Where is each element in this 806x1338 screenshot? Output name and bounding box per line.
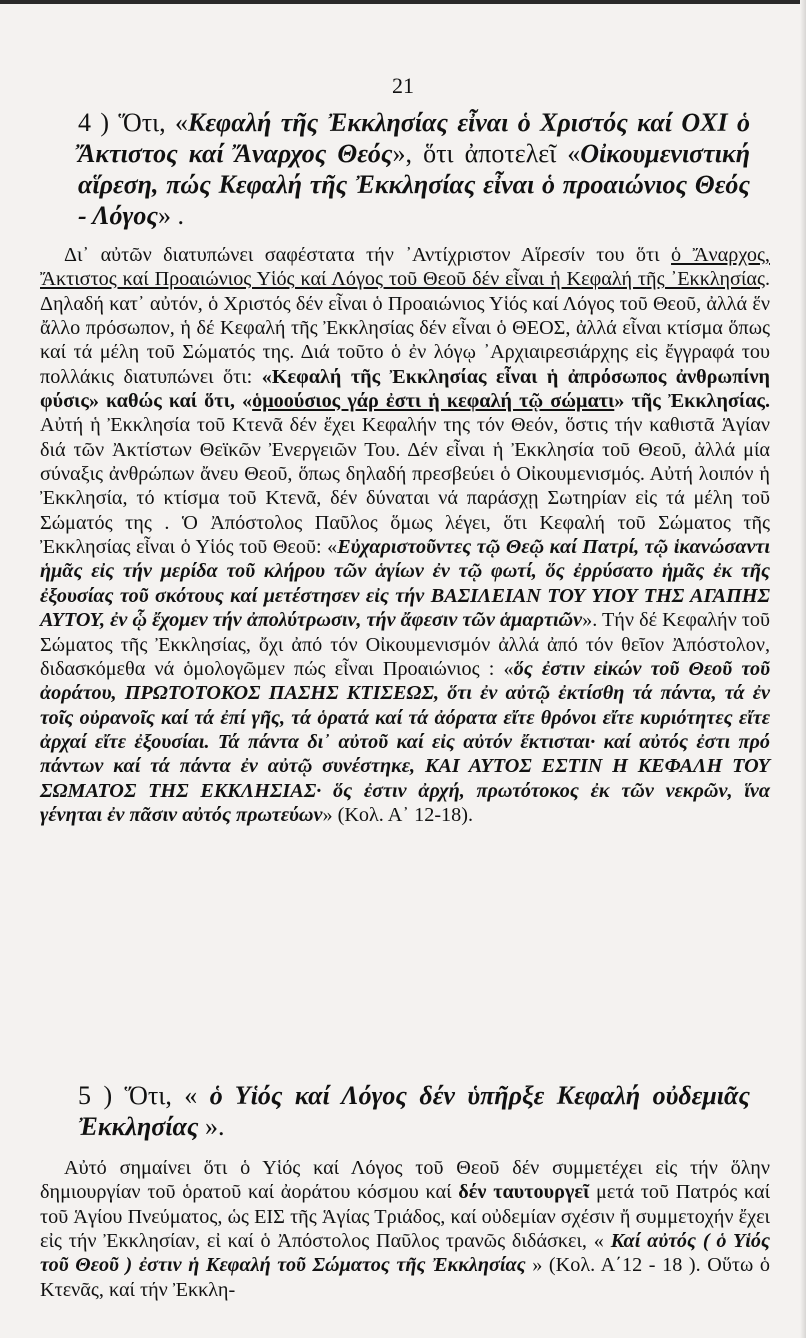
para-2-citation: » (Κολ. Α΄12 - 18 ). Οὕτω ὁ Κτενᾶς, καί τήν Ἐκκλη- [40,1254,770,1301]
para-2-bold-text: δέν ταυτουργεῖ [458,1181,590,1204]
page-number: 21 [392,73,414,98]
heading-5-quote: ὁ Υἱός καί Λόγος δέν ὑπῆρξε Κεφαλή οὐδεμιᾶς Ἐκκλησίας [78,1081,750,1141]
para-2-text: μετά τοῦ Πατρός καί τοῦ Ἁγίου Πνεύματος, ὡς ΕΙΣ τῆς Ἁγίας Τριάδος, καί οὐδεμίαν σχέσιν ἤ συμμετοχήν ἔχει εἰς τήν Ἐκκλησίαν, εἰ καί ὁ Ἀπόστολος Παῦλος τρανῶς διδάσκει, « [40,1181,771,1253]
para-1-scripture-quote: Εὐχαριστοῦντες τῷ Θεῷ καί Πατρί, τῷ ἱκανώσαντι ἡμᾶς εἰς τήν μερίδα τοῦ κλήρου τῶν ἁγίων ἐν τῷ φωτί, ὅς ἐρρύσατο ἡμᾶς ἐκ τῆς ἐξουσίας τοῦ σκότους καί μετέστησεν εἰς τήν ΒΑΣΙΛΕΙΑΝ ΤΟΥ ΥΙΟΥ ΤΗΣ ΑΓΑΠΗΣ ΑΥΤΟΥ, ἐν ᾧ ἔχομεν τήν ἀπολύτρωσιν, τήν ἄφεσιν τῶν ἁμαρτιῶν [40,536,770,632]
para-1-text: Δι᾽ αὐτῶν διατυπώνει σαφέστατα τήν ᾽Αντίχριστον Αἵρεσίν του ὅτι [64,244,672,266]
para-1-text: . Δηλαδή κατ᾽ αὐτόν, ὁ Χριστός δέν εἶναι ὁ Προαιώνιος Υἱός καί Λόγος τοῦ Θεοῦ, ἀλλά ἕν ἄλλο πρόσωπον, ἡ δέ Κεφαλή τῆς Ἐκκλησίας δέν εἶναι ὁ ΘΕΟΣ, ἀλλά εἶναι κτίσμα ὅπως καί τά μέλη τοῦ Σώματός της. Διά τοῦτο ὁ ἐν λόγῳ ᾽Αρχιαιρεσιάρχης εἰς ἔγγραφά του πολλάκις διατυπώνει ὅτι: [40,268,770,388]
page-edge-shadow [800,0,806,1338]
para-1-underlined-text: ὁ Ἄναρχος, Ἄκτιστος καί Προαιώνιος Υἱός καί Λόγος τοῦ Θεοῦ δέν εἶναι ἡ Κεφαλή τῆς ᾽Εκκλησίας [40,244,770,291]
para-1-text: Αὐτή ἡ Ἐκκλησία τοῦ Κτενᾶ δέν ἔχει Κεφαλήν της τόν Θεόν, ὅστις τήν καθιστᾶ Ἁγίαν διά τῶν Ἀκτίστων Θεϊκῶν Ἐνεργειῶν Του. Δέν εἶναι ἡ Ἐκκλησία τοῦ Θεοῦ, ἀλλά μία σύναξις ἀνθρώπων ἄνευ Θεοῦ, ὅπως δηλαδή πρεσβεύει ὁ Οἰκουμενισμός. Αὐτή λοιπόν ἡ Ἐκκλησία, τό κτίσμα τοῦ Κτενᾶ, δέν δύναται νά παράσχῃ Σωτηρίαν εἰς τά μέλη τοῦ Σώματός της . Ὁ Ἀπόστολος Παῦλος ὅμως λέγει, ὅτι Κεφαλή τοῦ Σώματος τῆς Ἐκκλησίας εἶναι ὁ Υἱός τοῦ Θεοῦ: « [40,414,770,559]
body-paragraph-2 [40,1156,770,1302]
page-top-edge [0,0,806,4]
heading-4-end: » . [157,201,184,230]
para-1-scripture-quote: ὅς ἐστιν εἰκών τοῦ Θεοῦ τοῦ ἀοράτου, ΠΡΩΤΟΤΟΚΟΣ ΠΑΣΗΣ ΚΤΙΣΕΩΣ, ὅτι ἐν αὐτῷ ἐκτίσθη τά πάντα, τά ἐν τοῖς οὐρανοῖς καί τά ἐπί γῆς, τά ὁρατά καί τά ἀόρατα εἴτε θρόνοι εἴτε κυριότητες εἴτε ἀρχαί εἴτε ἐξουσίαι. Τά πάντα δι᾽ αὐτοῦ καί εἰς αὐτόν ἔκτισται· καί αὐτός ἐστι πρό πάντων καί τά πάντα ἐν αὐτῷ συνέστηκε, ΚΑΙ ΑΥΤΟΣ ΕΣΤΙΝ Η ΚΕΦΑΛΗ ΤΟΥ ΣΩΜΑΤΟΣ ΤΗΣ ΕΚΚΛΗΣΙΑΣ· ὅς ἐστιν ἀρχή, πρωτότοκος ἐκ τῶν νεκρῶν, ἵνα γένηται ἐν πᾶσιν αὐτός πρωτεύων [40,657,770,826]
heading-5-number: 5 ) [78,1081,125,1110]
para-1-bold-quote: «Κεφαλή τῆς Ἐκκλησίας εἶναι ἡ ἀπρόσωπος ἀνθρωπίνη φύσις» καθώς καί ὅτι, « [40,365,770,413]
para-1-bold-text: » τῆς Ἐκκλησίας. [614,390,770,413]
heading-5-end: ». [198,1112,225,1141]
para-2-text: Αὐτό σημαίνει ὅτι ὁ Υἱός καί Λόγος τοῦ Θεοῦ δέν συμμετέχει εἰς τήν ὅλην δημιουργίαν τοῦ ὁρατοῦ καί ἀοράτου κόσμου καί [40,1157,770,1204]
heading-4-quote: Κεφαλή τῆς Ἐκκλησίας εἶναι ὁ Χριστός καί ΟΧΙ ὁ Ἄκτιστος καί Ἄναρχος Θεός [78,108,750,168]
para-2-scripture-quote: Καί αὐτός ( ὁ Υἱός τοῦ Θεοῦ ) ἐστιν ἡ Κεφαλή τοῦ Σώματος τῆς Ἐκκλησίας [40,1230,770,1277]
body-paragraph-1 [40,243,770,827]
section-heading-5 [78,1080,750,1142]
para-1-text: ». Τήν δέ Κεφαλήν τοῦ Σώματος τῆς Ἐκκλησίας, ὄχι ἀπό τόν Οἰκουμενισμόν ἀλλά ἀπό τόν θεῖον Ἀπόστολον, διδασκόμεθα νά ὁμολογῶμεν πώς εἶναι Προαιώνιος : « [40,609,770,680]
heading-4-lead: Ὅτι, « [118,108,189,137]
heading-4-mid: », ὅτι ἀποτελεῖ « [392,139,581,168]
para-1-citation: » (Κολ. Α᾽ 12-18). [322,803,474,826]
heading-4-quote-2: Οἰκουμενιστική αἵρεση, πώς Κεφαλή τῆς Ἐκκλησίας εἶναι ὁ προαιώνιος Θεός - Λόγος [78,139,750,230]
para-1-bold-underlined-quote: ὁμοούσιος γάρ ἐστι ἡ κεφαλή τῷ σώματι [252,390,615,413]
section-heading-4 [78,107,750,231]
heading-5-lead: Ὅτι, « [124,1081,210,1110]
heading-4-number: 4 ) [78,108,119,137]
